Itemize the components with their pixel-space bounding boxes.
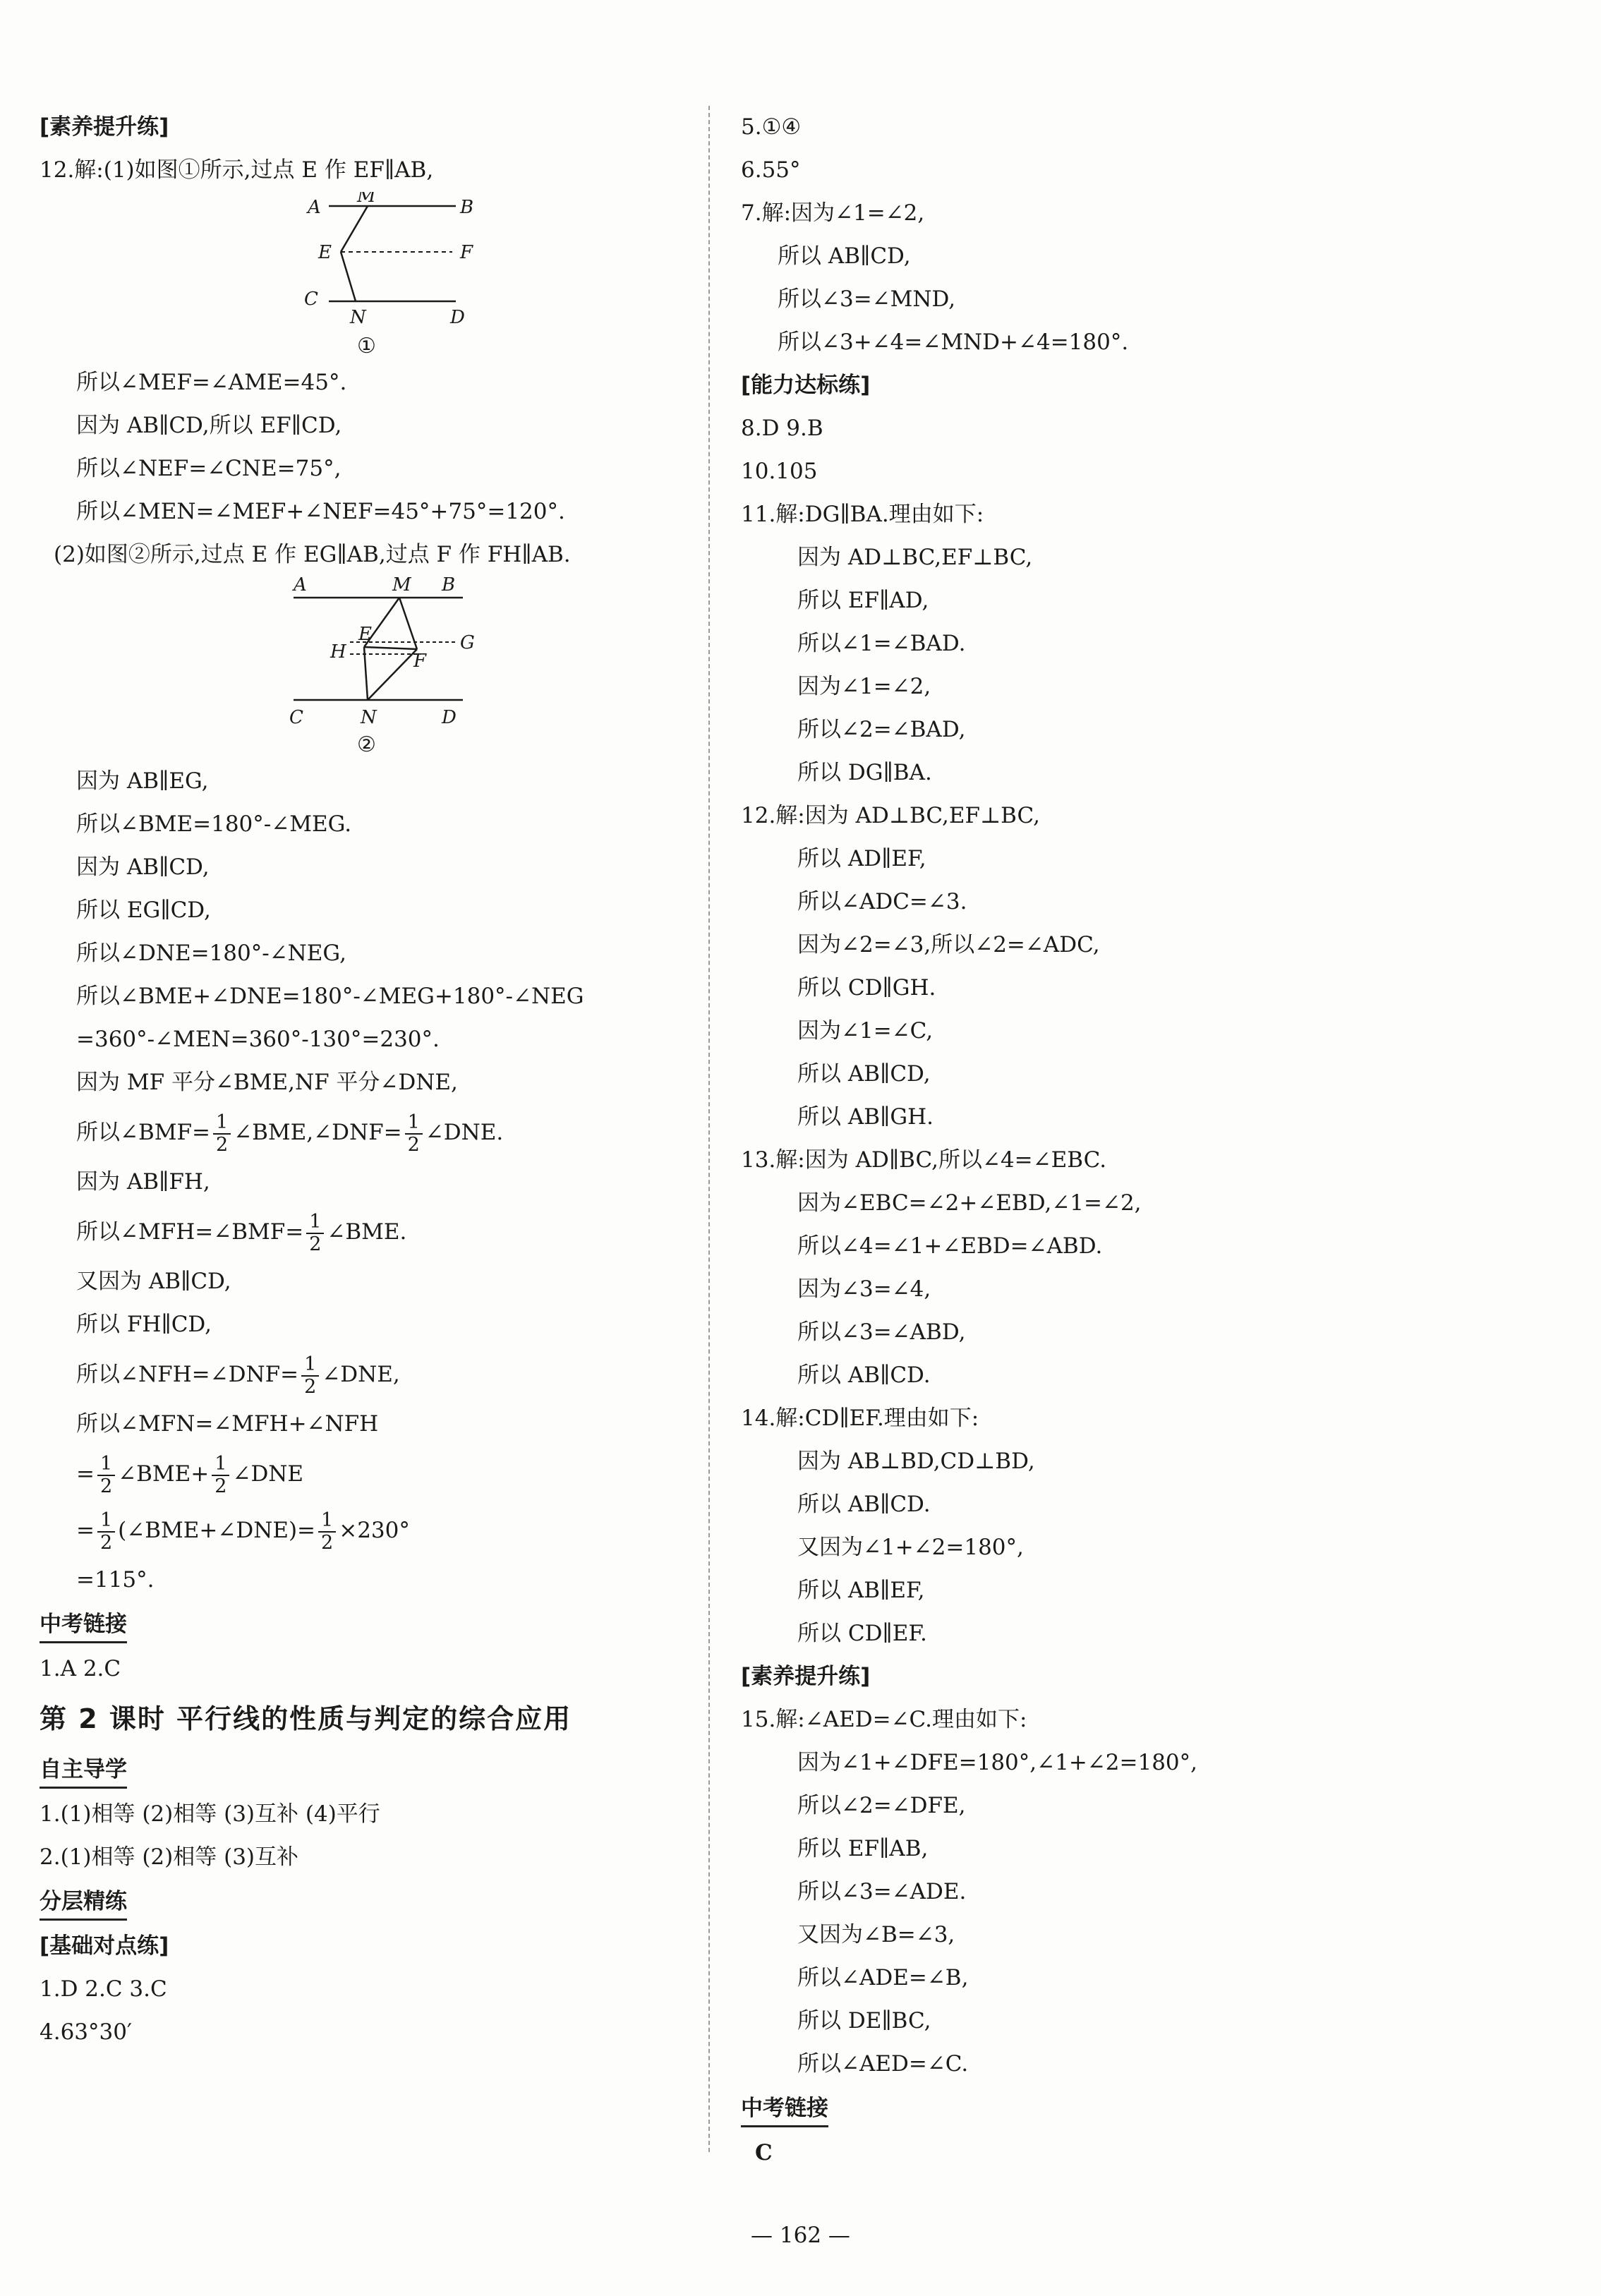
svg-text:H: H xyxy=(330,641,346,663)
answer-line: 所以 AD∥EF, xyxy=(797,846,926,871)
svg-text:M: M xyxy=(392,576,411,596)
answer-line: 6.55° xyxy=(741,157,801,183)
section-heading: [能力达标练] xyxy=(741,373,871,398)
answer-line: 所以∠1=∠BAD. xyxy=(797,631,966,656)
answer-line: 所以 CD∥EF. xyxy=(797,1621,927,1646)
fraction: $\frac{1}{2}$ xyxy=(213,1112,231,1156)
section-heading: 中考链接 xyxy=(40,1607,127,1643)
svg-text:N: N xyxy=(361,707,377,728)
section-heading: [素养提升练] xyxy=(741,1664,871,1689)
answer-line: 12.解:因为 AD⊥BC,EF⊥BC, xyxy=(741,803,1040,828)
answer-line: 又因为∠1+∠2=180°, xyxy=(797,1535,1024,1560)
answer-line: 所以 AB∥CD, xyxy=(778,243,911,269)
svg-text:N: N xyxy=(350,307,366,328)
answer-line: 所以 CD∥GH. xyxy=(797,975,936,1001)
answer-line: 因为 AB∥FH, xyxy=(76,1169,210,1195)
answer-line: 13.解:因为 AD∥BC,所以∠4=∠EBC. xyxy=(741,1147,1107,1173)
answer-line: (2)如图②所示,过点 E 作 EG∥AB,过点 F 作 FH∥AB. xyxy=(54,542,571,567)
answer-line: 所以∠DNE=180°-∠NEG, xyxy=(76,941,346,966)
answer-line: 所以 DE∥BC, xyxy=(797,2008,931,2034)
answer-line: 所以∠3=∠ABD, xyxy=(797,1319,966,1345)
answer-line: 因为 MF 平分∠BME,NF 平分∠DNE, xyxy=(76,1070,458,1095)
answer-line: 所以∠3=∠ADE. xyxy=(797,1879,967,1904)
answer-line: C xyxy=(755,2140,773,2165)
answer-line: 所以 AB∥GH. xyxy=(797,1104,934,1130)
right-column xyxy=(741,106,1552,2175)
fraction: $\frac{1}{2}$ xyxy=(301,1354,319,1398)
answer-line: 所以∠BME+∠DNE=180°-∠MEG+180°-∠NEG xyxy=(76,984,584,1009)
page-number: — 162 — xyxy=(751,2223,850,2248)
answer-line: 因为∠1+∠DFE=180°,∠1+∠2=180°, xyxy=(797,1750,1198,1775)
section-heading: [基础对点练] xyxy=(40,1933,169,1959)
answer-line: =360°-∠MEN=360°-130°=230°. xyxy=(76,1027,440,1052)
answer-line: 所以∠3=∠MND, xyxy=(778,286,956,312)
svg-text:G: G xyxy=(460,632,475,653)
svg-text:D: D xyxy=(450,307,465,328)
svg-text:B: B xyxy=(442,576,456,596)
left-column xyxy=(40,106,703,2054)
svg-text:E: E xyxy=(358,624,372,645)
fraction: $\frac{1}{2}$ xyxy=(306,1212,324,1255)
answer-line: 14.解:CD∥EF.理由如下: xyxy=(741,1406,979,1431)
svg-text:②: ② xyxy=(357,732,376,757)
answer-line: 所以 AB∥CD, xyxy=(797,1061,931,1087)
svg-text:C: C xyxy=(304,289,318,310)
answer-line: = $\frac{1}{2}$ (∠BME+∠DNE)= $\frac{1}{2}$ ×230° xyxy=(76,1509,410,1554)
answer-line: 所以 FH∥CD, xyxy=(76,1312,212,1337)
answer-line: 因为 AB∥CD, xyxy=(76,854,210,880)
svg-text:B: B xyxy=(460,197,474,218)
answer-line: 因为 AB∥CD,所以 EF∥CD, xyxy=(76,413,342,438)
section-heading: [素养提升练] xyxy=(40,114,169,140)
svg-text:M: M xyxy=(357,192,376,207)
answer-line: 1.A 2.C xyxy=(40,1656,121,1681)
svg-text:A: A xyxy=(294,576,307,596)
answer-line: 因为 AB⊥BD,CD⊥BD, xyxy=(797,1449,1035,1474)
answer-line: 11.解:DG∥BA.理由如下: xyxy=(741,502,984,527)
section-heading: 自主导学 xyxy=(40,1753,127,1789)
answer-line: 所以∠NFH=∠DNF= $\frac{1}{2}$ ∠DNE, xyxy=(76,1353,400,1398)
answer-line: 8.D 9.B xyxy=(741,416,823,441)
answer-line: 所以∠ADE=∠B, xyxy=(797,1965,969,1990)
svg-text:A: A xyxy=(308,197,321,218)
answer-line: 5.①④ xyxy=(741,114,802,140)
fraction: $\frac{1}{2}$ xyxy=(212,1454,229,1497)
answer-line: 所以∠MEF=∠AME=45°. xyxy=(76,370,347,395)
answer-line: 因为∠1=∠C, xyxy=(797,1018,934,1044)
answer-line: 所以∠BME=180°-∠MEG. xyxy=(76,811,352,837)
answer-line: 所以 EG∥CD, xyxy=(76,898,211,923)
svg-text:E: E xyxy=(318,242,332,263)
answer-line: 因为∠2=∠3,所以∠2=∠ADC, xyxy=(797,932,1100,957)
answer-line: 因为∠EBC=∠2+∠EBD,∠1=∠2, xyxy=(797,1190,1142,1216)
figure-2 xyxy=(40,576,703,760)
fraction: $\frac{1}{2}$ xyxy=(97,1454,115,1497)
answer-line: 所以∠NEF=∠CNE=75°, xyxy=(76,456,342,481)
answer-line: 2.(1)相等 (2)相等 (3)互补 xyxy=(40,1844,299,1870)
section-heading: 分层精练 xyxy=(40,1885,127,1921)
answer-line: 所以∠2=∠DFE, xyxy=(797,1793,966,1818)
svg-text:①: ① xyxy=(357,334,376,358)
section-heading: 中考链接 xyxy=(741,2091,828,2127)
fraction: $\frac{1}{2}$ xyxy=(405,1112,423,1156)
answer-line: 所以 AB∥CD. xyxy=(797,1492,931,1517)
fraction: $\frac{1}{2}$ xyxy=(97,1510,115,1554)
answer-line: 12.解:(1)如图①所示,过点 E 作 EF∥AB, xyxy=(40,157,434,183)
answer-line: =115°. xyxy=(76,1567,155,1593)
answer-line: 因为∠1=∠2, xyxy=(797,674,931,699)
answer-line: = $\frac{1}{2}$ ∠BME+ $\frac{1}{2}$ ∠DNE xyxy=(76,1452,304,1497)
answer-line: 10.105 xyxy=(741,459,818,484)
answer-line: 所以∠4=∠1+∠EBD=∠ABD. xyxy=(797,1233,1103,1259)
answer-line: 所以∠3+∠4=∠MND+∠4=180°. xyxy=(778,330,1129,355)
svg-text:F: F xyxy=(460,242,473,263)
answer-line: 所以 AB∥CD. xyxy=(797,1363,931,1388)
answer-line: 因为 AD⊥BC,EF⊥BC, xyxy=(797,545,1033,570)
figure-1 xyxy=(40,192,703,361)
svg-text:C: C xyxy=(289,707,303,728)
lesson-title: 第 2 课时 平行线的性质与判定的综合应用 xyxy=(40,1703,572,1734)
answer-line: 所以 AB∥EF, xyxy=(797,1578,925,1603)
answer-line: 因为∠3=∠4, xyxy=(797,1276,931,1302)
answer-line: 1.D 2.C 3.C xyxy=(40,1976,167,2002)
answer-line: 7.解:因为∠1=∠2, xyxy=(741,200,925,226)
answer-line: 1.(1)相等 (2)相等 (3)互补 (4)平行 xyxy=(40,1801,380,1827)
answer-line: 所以∠BMF= $\frac{1}{2}$ ∠BME,∠DNF= $\frac{1}{2}$ ∠DNE. xyxy=(76,1111,504,1156)
answer-line: 所以∠MFH=∠BMF= $\frac{1}{2}$ ∠BME. xyxy=(76,1210,407,1255)
answer-line: 所以∠MFN=∠MFH+∠NFH xyxy=(76,1411,379,1437)
svg-text:F: F xyxy=(413,651,427,672)
answer-line: 4.63°30′ xyxy=(40,2019,133,2045)
answer-line: 因为 AB∥EG, xyxy=(76,768,209,794)
answer-line: 15.解:∠AED=∠C.理由如下: xyxy=(741,1707,1027,1732)
answer-line: 所以∠MEN=∠MEF+∠NEF=45°+75°=120°. xyxy=(76,499,565,524)
answer-line: 所以 EF∥AD, xyxy=(797,588,929,613)
answer-line: 又因为 AB∥CD, xyxy=(76,1269,231,1294)
answer-line: 所以∠AED=∠C. xyxy=(797,2051,969,2077)
column-divider xyxy=(708,106,710,2152)
answer-line: 又因为∠B=∠3, xyxy=(797,1922,955,1947)
fraction: $\frac{1}{2}$ xyxy=(318,1510,336,1554)
answer-line: 所以∠2=∠BAD, xyxy=(797,717,966,742)
answer-line: 所以 EF∥AB, xyxy=(797,1836,929,1861)
answer-line: 所以∠ADC=∠3. xyxy=(797,889,967,914)
svg-text:D: D xyxy=(442,707,457,728)
answer-line: 所以 DG∥BA. xyxy=(797,760,932,785)
